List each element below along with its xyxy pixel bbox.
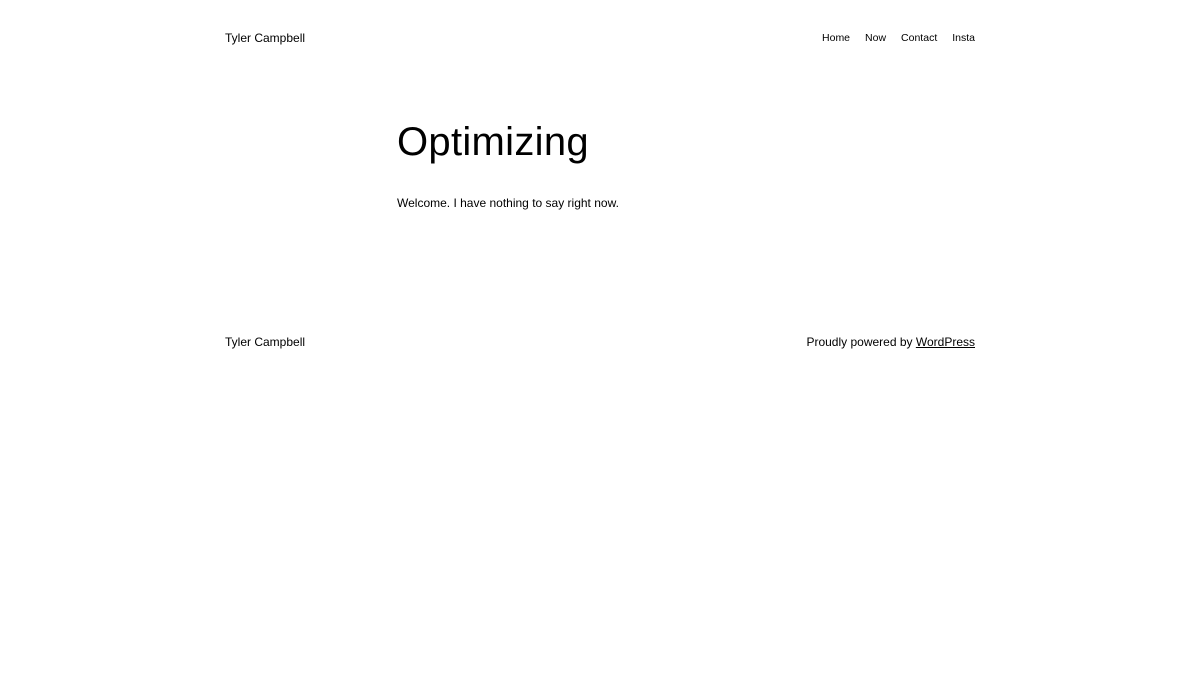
site-header	[225, 29, 975, 47]
nav-contact[interactable]: Contact	[901, 32, 938, 44]
nav-insta[interactable]: Insta	[952, 32, 975, 44]
footer-site-title-link[interactable]: Tyler Campbell	[225, 335, 306, 349]
nav-now[interactable]: Now	[865, 32, 887, 44]
site-footer	[225, 333, 975, 351]
footer-credit	[806, 333, 975, 351]
nav-home[interactable]: Home	[822, 32, 851, 44]
main-content	[397, 118, 817, 210]
primary-navigation	[822, 29, 975, 47]
site-title-link[interactable]: Tyler Campbell	[225, 31, 306, 45]
page-title: Optimizing	[397, 120, 589, 164]
wordpress-link[interactable]: WordPress	[915, 335, 975, 349]
page-body-text: Welcome. I have nothing to say right now.	[397, 196, 619, 210]
footer-credit-text: Proudly powered by	[806, 335, 916, 349]
